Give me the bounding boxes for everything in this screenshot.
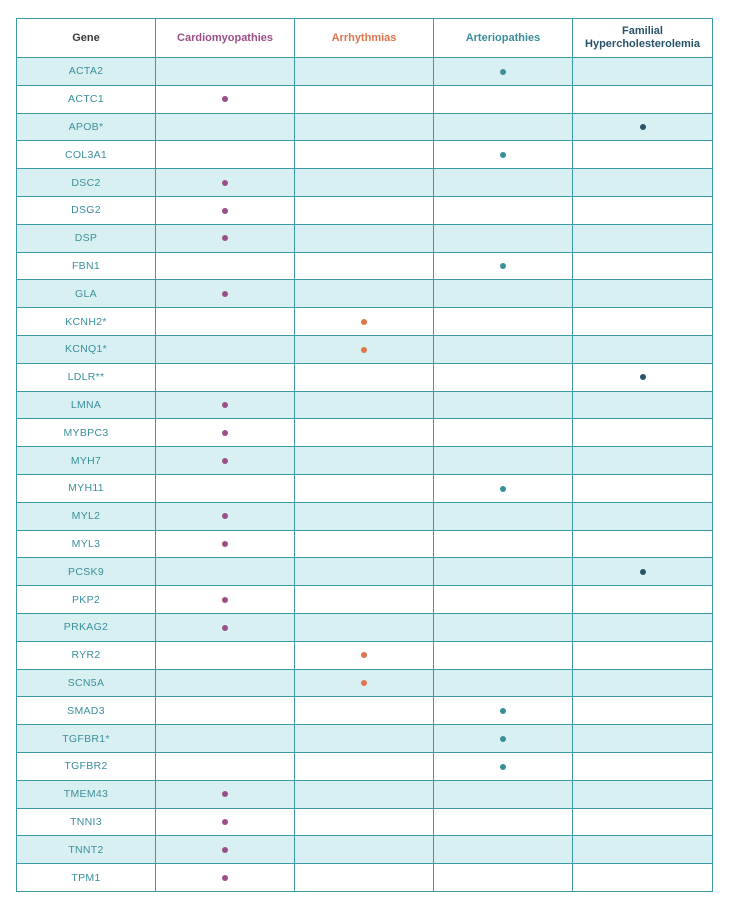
cardio-indicator-dot (222, 513, 228, 519)
fh-cell (573, 864, 713, 892)
cardio-cell (156, 586, 295, 614)
cardio-cell (156, 224, 295, 252)
table-row (17, 419, 713, 447)
arrhythmia-cell (295, 252, 434, 280)
cardio-cell (156, 864, 295, 892)
arteriopathy-cell (434, 363, 573, 391)
cardio-cell (156, 335, 295, 363)
fh-cell (573, 280, 713, 308)
table-row (17, 752, 713, 780)
table-body (17, 58, 713, 892)
table-row (17, 363, 713, 391)
cardio-cell (156, 558, 295, 586)
arrhythmia-indicator-dot (361, 680, 367, 686)
fh-cell (573, 335, 713, 363)
cardio-cell (156, 502, 295, 530)
fh-cell (573, 308, 713, 336)
cardio-cell (156, 85, 295, 113)
gene-name-cell: TGFBR2 (17, 752, 156, 780)
gene-name-cell: PCSK9 (17, 558, 156, 586)
cardio-indicator-dot (222, 541, 228, 547)
arteriopathy-cell (434, 780, 573, 808)
arteriopathy-cell (434, 725, 573, 753)
arteriopathy-cell (434, 808, 573, 836)
arteriopathy-cell (434, 752, 573, 780)
gene-name-cell: MYH11 (17, 474, 156, 502)
arteriopathy-cell (434, 586, 573, 614)
table-row (17, 308, 713, 336)
fh-indicator-dot (640, 374, 646, 380)
arteriopathy-cell (434, 447, 573, 475)
arteriopathy-cell (434, 558, 573, 586)
cardio-cell (156, 363, 295, 391)
table-row (17, 391, 713, 419)
cardio-cell (156, 169, 295, 197)
gene-name-cell: COL3A1 (17, 141, 156, 169)
gene-name-cell: TNNT2 (17, 836, 156, 864)
cardio-indicator-dot (222, 208, 228, 214)
cardio-indicator-dot (222, 430, 228, 436)
arrhythmia-cell (295, 196, 434, 224)
arteriopathy-indicator-dot (500, 152, 506, 158)
gene-name-cell: APOB* (17, 113, 156, 141)
fh-cell (573, 530, 713, 558)
arrhythmia-cell (295, 669, 434, 697)
cardio-indicator-dot (222, 96, 228, 102)
cardio-cell (156, 641, 295, 669)
arrhythmia-cell (295, 864, 434, 892)
fh-cell (573, 252, 713, 280)
table-row (17, 530, 713, 558)
gene-name-cell: KCNQ1* (17, 335, 156, 363)
arrhythmias-column-header: Arrhythmias (295, 19, 434, 58)
cardio-cell (156, 280, 295, 308)
table-row (17, 502, 713, 530)
arteriopathy-cell (434, 308, 573, 336)
fh-cell (573, 224, 713, 252)
cardio-cell (156, 697, 295, 725)
gene-column-header: Gene (17, 19, 156, 58)
arteriopathy-cell (434, 669, 573, 697)
gene-name-cell: FBN1 (17, 252, 156, 280)
arrhythmia-cell (295, 141, 434, 169)
gene-name-cell: DSP (17, 224, 156, 252)
cardio-indicator-dot (222, 597, 228, 603)
cardio-indicator-dot (222, 458, 228, 464)
arteriopathy-cell (434, 224, 573, 252)
arteriopathy-cell (434, 697, 573, 725)
table-row (17, 586, 713, 614)
arteriopathy-indicator-dot (500, 764, 506, 770)
familial-hypercholesterolemia-column-header: Familial Hypercholesterolemia (573, 19, 713, 58)
gene-name-cell: ACTA2 (17, 58, 156, 86)
gene-condition-table (16, 18, 713, 892)
arrhythmia-cell (295, 752, 434, 780)
cardiomyopathies-column-header: Cardiomyopathies (156, 19, 295, 58)
cardio-indicator-dot (222, 847, 228, 853)
fh-cell (573, 558, 713, 586)
fh-cell (573, 669, 713, 697)
table-row (17, 864, 713, 892)
arrhythmia-cell (295, 113, 434, 141)
fh-cell (573, 113, 713, 141)
arrhythmia-cell (295, 808, 434, 836)
table-row (17, 85, 713, 113)
fh-cell (573, 752, 713, 780)
table-row (17, 169, 713, 197)
arrhythmia-cell (295, 447, 434, 475)
cardio-indicator-dot (222, 791, 228, 797)
cardio-cell (156, 252, 295, 280)
arteriopathy-cell (434, 141, 573, 169)
table-row (17, 558, 713, 586)
gene-name-cell: TMEM43 (17, 780, 156, 808)
gene-name-cell: MYBPC3 (17, 419, 156, 447)
cardio-cell (156, 808, 295, 836)
arteriopathy-cell (434, 169, 573, 197)
fh-cell (573, 808, 713, 836)
gene-name-cell: KCNH2* (17, 308, 156, 336)
table-row (17, 113, 713, 141)
cardio-cell (156, 196, 295, 224)
gene-name-cell: LMNA (17, 391, 156, 419)
table-row (17, 725, 713, 753)
arteriopathy-indicator-dot (500, 263, 506, 269)
fh-cell (573, 391, 713, 419)
fh-cell (573, 363, 713, 391)
gene-name-cell: SMAD3 (17, 697, 156, 725)
cardio-cell (156, 669, 295, 697)
header-row (17, 19, 713, 58)
fh-cell (573, 141, 713, 169)
cardio-indicator-dot (222, 819, 228, 825)
arrhythmia-cell (295, 85, 434, 113)
fh-cell (573, 725, 713, 753)
arrhythmia-cell (295, 419, 434, 447)
table-row (17, 474, 713, 502)
table-row (17, 836, 713, 864)
fh-cell (573, 58, 713, 86)
fh-cell (573, 780, 713, 808)
cardio-cell (156, 391, 295, 419)
arteriopathy-cell (434, 502, 573, 530)
cardio-indicator-dot (222, 235, 228, 241)
arteriopathy-indicator-dot (500, 736, 506, 742)
table-row (17, 141, 713, 169)
arteriopathy-cell (434, 391, 573, 419)
cardio-cell (156, 836, 295, 864)
arrhythmia-cell (295, 363, 434, 391)
arteriopathies-column-header: Arteriopathies (434, 19, 573, 58)
table-row (17, 669, 713, 697)
gene-name-cell: DSG2 (17, 196, 156, 224)
arrhythmia-cell (295, 613, 434, 641)
arteriopathy-cell (434, 252, 573, 280)
gene-name-cell: RYR2 (17, 641, 156, 669)
gene-table-container (16, 18, 712, 892)
arteriopathy-cell (434, 864, 573, 892)
cardio-cell (156, 530, 295, 558)
table-row (17, 252, 713, 280)
table-row (17, 196, 713, 224)
cardio-cell (156, 308, 295, 336)
cardio-indicator-dot (222, 291, 228, 297)
arrhythmia-indicator-dot (361, 319, 367, 325)
arrhythmia-cell (295, 280, 434, 308)
gene-name-cell: SCN5A (17, 669, 156, 697)
fh-cell (573, 613, 713, 641)
fh-indicator-dot (640, 569, 646, 575)
table-row (17, 447, 713, 475)
cardio-indicator-dot (222, 625, 228, 631)
arteriopathy-cell (434, 530, 573, 558)
arrhythmia-cell (295, 169, 434, 197)
fh-cell (573, 419, 713, 447)
gene-name-cell: GLA (17, 280, 156, 308)
table-row (17, 613, 713, 641)
arrhythmia-cell (295, 586, 434, 614)
arteriopathy-cell (434, 58, 573, 86)
arrhythmia-indicator-dot (361, 652, 367, 658)
cardio-cell (156, 447, 295, 475)
gene-name-cell: DSC2 (17, 169, 156, 197)
table-row (17, 697, 713, 725)
arrhythmia-cell (295, 502, 434, 530)
cardio-cell (156, 141, 295, 169)
arrhythmia-cell (295, 391, 434, 419)
arteriopathy-cell (434, 641, 573, 669)
fh-cell (573, 641, 713, 669)
gene-name-cell: TPM1 (17, 864, 156, 892)
gene-name-cell: LDLR** (17, 363, 156, 391)
cardio-cell (156, 752, 295, 780)
arteriopathy-cell (434, 280, 573, 308)
fh-cell (573, 586, 713, 614)
cardio-indicator-dot (222, 180, 228, 186)
gene-name-cell: MYH7 (17, 447, 156, 475)
cardio-cell (156, 113, 295, 141)
table-row (17, 808, 713, 836)
arrhythmia-cell (295, 836, 434, 864)
arteriopathy-cell (434, 613, 573, 641)
gene-name-cell: ACTC1 (17, 85, 156, 113)
cardio-indicator-dot (222, 402, 228, 408)
arteriopathy-indicator-dot (500, 486, 506, 492)
arrhythmia-cell (295, 58, 434, 86)
table-header (17, 19, 713, 58)
arteriopathy-cell (434, 196, 573, 224)
gene-name-cell: MYL3 (17, 530, 156, 558)
fh-cell (573, 169, 713, 197)
fh-indicator-dot (640, 124, 646, 130)
fh-cell (573, 85, 713, 113)
fh-cell (573, 196, 713, 224)
table-row (17, 224, 713, 252)
arteriopathy-cell (434, 113, 573, 141)
arrhythmia-cell (295, 780, 434, 808)
arrhythmia-cell (295, 697, 434, 725)
arteriopathy-cell (434, 419, 573, 447)
cardio-cell (156, 613, 295, 641)
gene-name-cell: PRKAG2 (17, 613, 156, 641)
arrhythmia-cell (295, 308, 434, 336)
fh-cell (573, 474, 713, 502)
cardio-cell (156, 474, 295, 502)
gene-name-cell: PKP2 (17, 586, 156, 614)
arrhythmia-cell (295, 474, 434, 502)
cardio-indicator-dot (222, 875, 228, 881)
arrhythmia-cell (295, 530, 434, 558)
arrhythmia-cell (295, 725, 434, 753)
table-row (17, 335, 713, 363)
cardio-cell (156, 419, 295, 447)
fh-cell (573, 447, 713, 475)
arrhythmia-cell (295, 335, 434, 363)
arrhythmia-cell (295, 641, 434, 669)
arteriopathy-cell (434, 474, 573, 502)
table-row (17, 58, 713, 86)
arteriopathy-indicator-dot (500, 69, 506, 75)
cardio-cell (156, 780, 295, 808)
gene-name-cell: TGFBR1* (17, 725, 156, 753)
table-row (17, 641, 713, 669)
arrhythmia-cell (295, 224, 434, 252)
gene-name-cell: MYL2 (17, 502, 156, 530)
cardio-cell (156, 725, 295, 753)
gene-name-cell: TNNI3 (17, 808, 156, 836)
fh-cell (573, 502, 713, 530)
table-row (17, 280, 713, 308)
fh-cell (573, 697, 713, 725)
arteriopathy-cell (434, 335, 573, 363)
arrhythmia-cell (295, 558, 434, 586)
cardio-cell (156, 58, 295, 86)
arteriopathy-cell (434, 836, 573, 864)
arteriopathy-cell (434, 85, 573, 113)
arteriopathy-indicator-dot (500, 708, 506, 714)
table-row (17, 780, 713, 808)
fh-cell (573, 836, 713, 864)
arrhythmia-indicator-dot (361, 347, 367, 353)
